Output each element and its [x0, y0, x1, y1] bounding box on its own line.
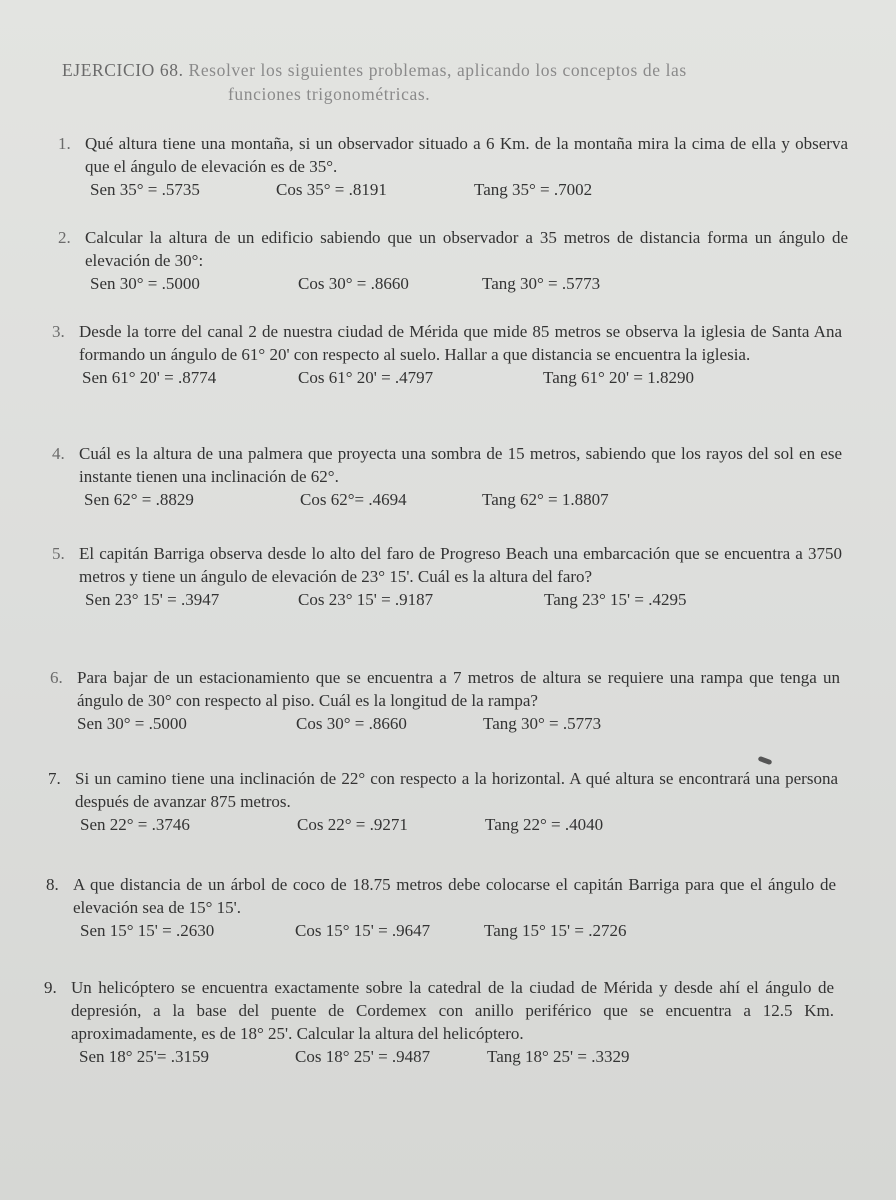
- tan-value: Tang 18° 25' = .3329: [487, 1047, 630, 1066]
- sin-value: Sen 61° 20' = .8774: [82, 368, 217, 387]
- problem-3: [52, 320, 842, 389]
- pen-mark: [758, 756, 773, 765]
- problem-7: [48, 767, 838, 836]
- cos-value: Cos 62°= .4694: [300, 490, 407, 509]
- problem-text: Desde la torre del canal 2 de nuestra ciudad de Mérida que mide 85 metros se observa la iglesia de Santa Ana formando un ángulo de 61° 20' con respecto al suelo. Hallar a que distancia se encuentra la iglesia.: [79, 322, 842, 364]
- sin-value: Sen 62° = .8829: [84, 490, 194, 509]
- problem-text: Si un camino tiene una inclinación de 22° con respecto a la horizontal. A qué altura se encontrará una persona después de avanzar 875 metros.: [75, 769, 838, 811]
- sin-value: Sen 15° 15' = .2630: [80, 921, 215, 940]
- tan-value: Tang 30° = .5773: [483, 714, 602, 733]
- tan-value: Tang 22° = .4040: [485, 815, 604, 834]
- exercise-number: EJERCICIO 68.: [62, 60, 184, 80]
- cos-value: Cos 61° 20' = .4797: [298, 368, 434, 387]
- cos-value: Cos 30° = .8660: [298, 274, 409, 293]
- sin-value: Sen 30° = .5000: [90, 274, 200, 293]
- problem-number: 1.: [58, 134, 71, 153]
- problem-6: [50, 666, 840, 735]
- cos-value: Cos 18° 25' = .9487: [295, 1047, 431, 1066]
- tan-value: Tang 61° 20' = 1.8290: [543, 368, 694, 387]
- problem-text: Calcular la altura de un edificio sabiendo que un observador a 35 metros de distancia forma un ángulo de elevación de 30°:: [85, 228, 848, 270]
- cos-value: Cos 15° 15' = .9647: [295, 921, 431, 940]
- problem-text: A que distancia de un árbol de coco de 18.75 metros debe colocarse el capitán Barriga para que el ángulo de elevación sea de 15° 15'.: [73, 875, 836, 917]
- sin-value: Sen 35° = .5735: [90, 180, 200, 199]
- problem-text: Un helicóptero se encuentra exactamente sobre la catedral de la ciudad de Mérida y desde ahí el ángulo de depresión, a la base del puente de Cordemex con anillo periférico que se encuentra a 12.5 Km. aproximadamente, es de 18° 25'. Calcular la altura del helicóptero.: [71, 978, 834, 1043]
- trig-values: [79, 366, 842, 389]
- problem-number: 7.: [48, 769, 61, 788]
- cos-value: Cos 23° 15' = .9187: [298, 590, 434, 609]
- problem-4: [52, 442, 842, 511]
- problem-number: 8.: [46, 875, 59, 894]
- problem-5: [52, 542, 842, 611]
- problem-text: El capitán Barriga observa desde lo alto del faro de Progreso Beach una embarcación que se encuentra a 3750 metros y tiene un ángulo de elevación de 23° 15'. Cuál es la altura del faro?: [79, 544, 842, 586]
- cos-value: Cos 35° = .8191: [276, 180, 387, 199]
- problem-number: 3.: [52, 322, 65, 341]
- sin-value: Sen 18° 25'= .3159: [79, 1047, 209, 1066]
- trig-values: [73, 919, 836, 942]
- problem-9: [44, 976, 834, 1068]
- tan-value: Tang 62° = 1.8807: [482, 490, 609, 509]
- sin-value: Sen 22° = .3746: [80, 815, 190, 834]
- sin-value: Sen 23° 15' = .3947: [85, 590, 220, 609]
- exercise-header: [62, 58, 842, 106]
- problem-2: [58, 226, 848, 295]
- exercise-instruction-cont: funciones trigonométricas.: [228, 84, 431, 104]
- trig-values: [79, 588, 842, 611]
- problem-number: 5.: [52, 544, 65, 563]
- tan-value: Tang 23° 15' = .4295: [544, 590, 687, 609]
- tan-value: Tang 30° = .5773: [482, 274, 601, 293]
- header-line-1: [62, 58, 842, 82]
- problem-number: 9.: [44, 978, 57, 997]
- problem-number: 2.: [58, 228, 71, 247]
- trig-values: [71, 1045, 834, 1068]
- trig-values: [77, 712, 840, 735]
- cos-value: Cos 22° = .9271: [297, 815, 408, 834]
- exercise-instruction: Resolver los siguientes problemas, aplicando los conceptos de las: [188, 60, 687, 80]
- cos-value: Cos 30° = .8660: [296, 714, 407, 733]
- problem-text: Qué altura tiene una montaña, si un observador situado a 6 Km. de la montaña mira la cima de ella y observa que el ángulo de elevación es de 35°.: [85, 134, 848, 176]
- trig-values: [75, 813, 838, 836]
- problem-text: Para bajar de un estacionamiento que se encuentra a 7 metros de altura se requiere una rampa que tenga un ángulo de 30° con respecto al piso. Cuál es la longitud de la rampa?: [77, 668, 840, 710]
- problem-1: [58, 132, 848, 201]
- sin-value: Sen 30° = .5000: [77, 714, 187, 733]
- trig-values: [85, 178, 848, 201]
- tan-value: Tang 35° = .7002: [474, 180, 593, 199]
- problem-text: Cuál es la altura de una palmera que proyecta una sombra de 15 metros, sabiendo que los rayos del sol en ese instante tienen una inclinación de 62°.: [79, 444, 842, 486]
- problem-8: [46, 873, 836, 942]
- trig-values: [79, 488, 842, 511]
- problem-number: 6.: [50, 668, 63, 687]
- trig-values: [85, 272, 848, 295]
- problem-number: 4.: [52, 444, 65, 463]
- tan-value: Tang 15° 15' = .2726: [484, 921, 627, 940]
